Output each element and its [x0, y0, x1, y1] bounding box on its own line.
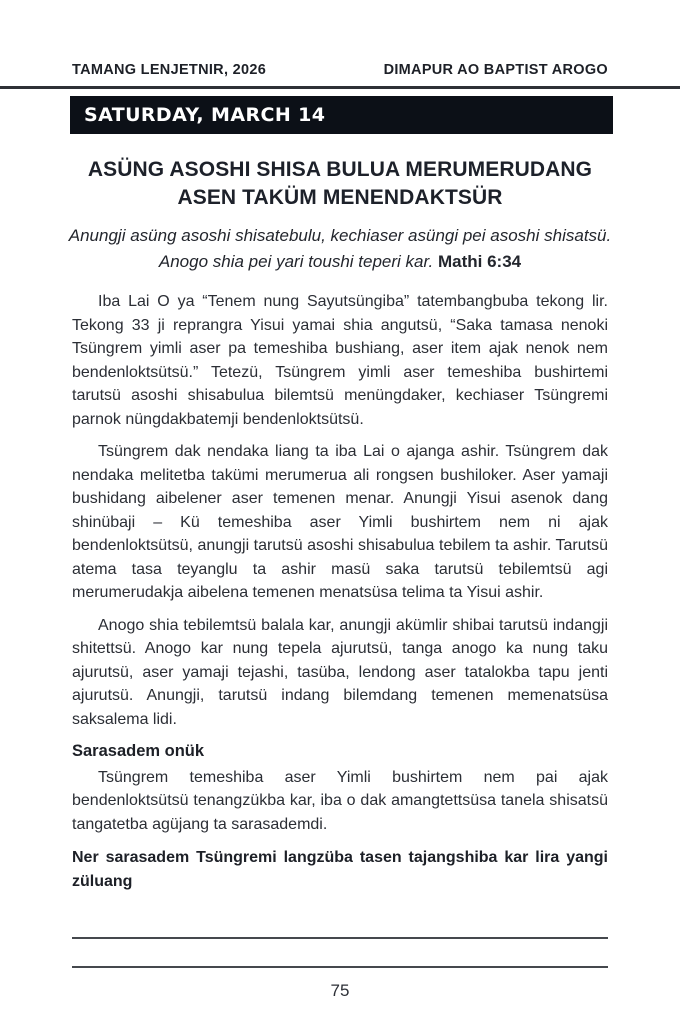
scripture-verse [64, 223, 616, 275]
devotion-title [58, 156, 622, 212]
header-right-title: DIMAPUR AO BAPTIST AROGO [383, 62, 608, 78]
paragraph-1: Iba Lai O ya “Tenem nung Sayutsüngiba” tatembangbuba tekong lir. Tekong 33 ji reprangra Yisui yamai shia angutsü, “Saka tamasa nenoki Tsüngrem yimli aser pa temeshiba bushiang, aser item ajak nenok nem bendenloktsütsü.” Tetezü, Tsüngrem yimli aser temeshiba bushirtemi tarutsü asoshi shisabulua bilemtsü menüngdaker, kechiaser Tsüngremi parnok nüngdakbatemji bendenloktsütsü. [72, 293, 608, 428]
note-line-2 [72, 966, 608, 968]
paragraph-3: Anogo shia tebilemtsü balala kar, anungji akümlir shibai tarutsü indangji shitettsü. Anogo kar nung tepela ajurutsü, tanga anogo ka nung taku ajurutsü, aser yamaji tejashi, tasüba, lendong aser tatalokba tapu jenti ajurutsü. Anungji, tarutsü indang bilemdang temenen memenatsüsa saksalema lidi. [72, 616, 608, 728]
section-subheading: Sarasadem onük [72, 742, 205, 760]
paragraph-2: Tsüngrem dak nendaka liang ta iba Lai o ajanga ashir. Tsüngrem dak nendaka melitetba takümi merumerua ali rongsen bushiloker. Aser yamaji bushidang aibelener aser temenen menar. Anungji Yisui asenok dang shinübaji – Kü temeshiba aser Yimli bushirtem nem ni ajak bendenloktsütsü, anungji tarutsü asoshi shisabulua tebilem ta ashir. Tarutsü atema tasa teyanglu ta ashir masü saka tarutsü tebilemtsü agi merumerudakja aibelena temenen menatsüsa telima ta Yisui ashir. [72, 443, 608, 601]
header-left-title: TAMANG LENJETNIR, 2026 [72, 62, 267, 78]
prayer-line: Ner sarasadem Tsüngremi langzüba tasen tajangshiba kar lira yangi züluang [72, 849, 608, 890]
verse-text: Anungji asüng asoshi shisatebulu, kechiaser asüngi pei asoshi shisatsü. Anogo shia pei yari toushi teperi kar. [68, 226, 612, 271]
header-rule [0, 86, 680, 89]
page-number: 75 [330, 981, 350, 1000]
page-header [0, 0, 680, 78]
verse-reference: Mathi 6:34 [437, 252, 522, 271]
date-banner-label: SATURDAY, MARCH 14 [84, 104, 326, 126]
paragraph-4: Tsüngrem temeshiba aser Yimli bushirtem nem pai ajak bendenloktsütsü tenangzükba kar, iba o dak amangtettsüsa tanela shisatsü tangatetba agüjang ta sarasademdi. [72, 768, 608, 833]
title-line-1: ASÜNG ASOSHI SHISA BULUA MERUMERUDANG [87, 158, 593, 181]
devotion-body [72, 290, 608, 893]
date-banner [70, 96, 613, 134]
note-line-1 [72, 937, 608, 939]
title-line-2: ASEN TAKÜM MENENDAKTSÜR [177, 186, 503, 209]
